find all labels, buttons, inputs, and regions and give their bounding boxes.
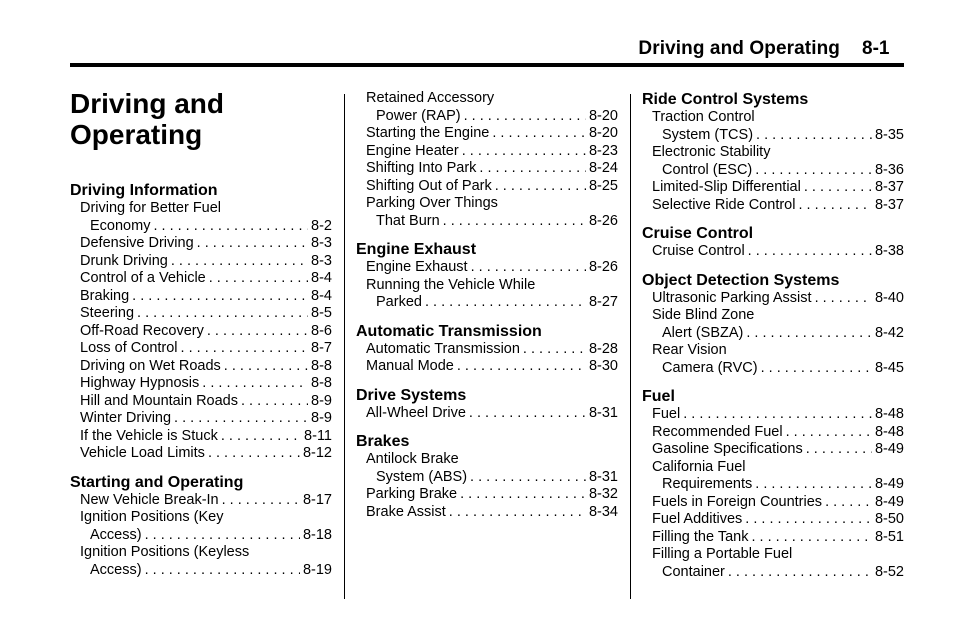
toc-entry-page-number: 8-42: [874, 324, 904, 341]
toc-entry[interactable]: [70, 253, 332, 271]
toc-entry[interactable]: [642, 179, 904, 197]
dot-leader: [425, 294, 586, 312]
dot-leader: [470, 469, 586, 487]
toc-entry[interactable]: [356, 195, 618, 230]
toc-entry[interactable]: [70, 200, 332, 235]
dot-leader: [751, 529, 872, 547]
toc-section-title: Fuel: [642, 388, 675, 405]
toc-entry-label: Alert (SBZA): [662, 324, 744, 341]
toc-section: [70, 181, 332, 463]
toc-entry-label: Economy: [90, 217, 151, 234]
toc-entry[interactable]: [70, 428, 332, 446]
toc-entry-page-number: 8-52: [874, 563, 904, 580]
toc-entry-label: New Vehicle Break-In: [80, 491, 219, 508]
toc-section: [356, 432, 618, 521]
toc-entry-page-number: 8-8: [311, 375, 332, 391]
toc-entry[interactable]: [356, 504, 618, 522]
toc-section: [356, 322, 618, 376]
dot-leader: [460, 486, 586, 504]
dot-leader: [815, 290, 872, 308]
toc-section-title: Drive Systems: [356, 386, 467, 404]
toc-entry-page-number: 8-27: [588, 294, 618, 310]
toc-entry-page-number: 8-11: [304, 427, 332, 444]
dot-leader: [786, 424, 872, 442]
toc-entry[interactable]: [70, 410, 332, 428]
toc-entry-label: Filling a Portable Fuel: [652, 546, 793, 562]
dot-leader: [495, 178, 586, 196]
toc-entry-list: [356, 405, 618, 423]
dot-leader: [221, 428, 301, 446]
toc-section-title: Brakes: [356, 433, 410, 450]
toc-entry-page-number: 8-8: [311, 357, 332, 374]
dot-leader: [479, 160, 586, 178]
toc-entry-label: Automatic Transmission: [366, 340, 520, 357]
toc-entry-page-number: 8-19: [302, 561, 332, 578]
toc-entry[interactable]: [356, 90, 618, 125]
dot-leader: [449, 504, 586, 522]
toc-entry-list: [70, 492, 332, 580]
toc-entry-label: Parked: [376, 294, 422, 310]
toc-section: [70, 473, 332, 580]
toc-entry-label: Manual Mode: [366, 358, 454, 374]
toc-entry-page-number: 8-35: [874, 126, 904, 143]
header-rule: [70, 63, 904, 67]
toc-entry-page-number: 8-25: [588, 177, 618, 194]
toc-entry[interactable]: [70, 509, 332, 544]
toc-entry-list: [356, 451, 618, 521]
dot-leader: [462, 143, 586, 161]
dot-leader: [756, 127, 872, 145]
toc-section: [356, 386, 618, 423]
toc-entry-label: Ignition Positions (Keyless: [80, 544, 250, 560]
dot-leader: [825, 494, 872, 512]
toc-entry[interactable]: [356, 125, 618, 143]
toc-entry-page-number: 8-31: [588, 468, 618, 485]
toc-entry-label: Power (RAP): [376, 107, 461, 124]
running-header-page-number: 8-1: [862, 38, 890, 59]
toc-entry[interactable]: [356, 160, 618, 178]
toc-entry-label: Steering: [80, 305, 135, 321]
toc-entry-page-number: 8-40: [874, 289, 904, 306]
dot-leader: [197, 235, 308, 253]
toc-entry-page-number: 8-5: [311, 305, 332, 321]
toc-entry-page-number: 8-51: [874, 528, 904, 545]
toc-entry-page-number: 8-20: [588, 107, 618, 124]
toc-entry[interactable]: [356, 341, 618, 359]
toc-entry[interactable]: [70, 358, 332, 376]
toc-entry-label: Selective Ride Control: [652, 196, 796, 213]
toc-entry[interactable]: [642, 109, 904, 144]
toc-entry-page-number: 8-12: [302, 445, 332, 461]
toc-entry-page-number: 8-23: [588, 142, 618, 159]
dot-leader: [171, 253, 308, 271]
toc-entry-list: [356, 341, 618, 376]
column-divider: [630, 94, 631, 599]
toc-entry-list: [642, 109, 904, 214]
toc-entry[interactable]: [642, 307, 904, 342]
toc-section: [356, 90, 618, 230]
toc-entry-list: [642, 243, 904, 261]
dot-leader: [443, 213, 586, 231]
toc-entry[interactable]: [642, 459, 904, 494]
toc-entry-page-number: 8-4: [311, 287, 332, 304]
toc-entry-page-number: 8-48: [874, 406, 904, 422]
toc-entry[interactable]: [70, 492, 332, 510]
toc-entry-label: Engine Exhaust: [366, 259, 468, 275]
toc-entry-page-number: 8-36: [874, 161, 904, 178]
dot-leader: [755, 162, 872, 180]
toc-section-title: Engine Exhaust: [356, 241, 477, 258]
toc-entry-label: Drunk Driving: [80, 252, 168, 269]
toc-entry-label: Driving for Better Fuel: [80, 200, 222, 216]
toc-entry[interactable]: [642, 342, 904, 377]
toc-entry-page-number: 8-49: [874, 476, 904, 492]
toc-entry-label: Filling the Tank: [652, 528, 749, 545]
toc-entry-label: Fuel: [652, 406, 681, 422]
toc-entry[interactable]: [70, 323, 332, 341]
toc-entry-label: Running the Vehicle While: [366, 276, 536, 293]
toc-entry-label: Control of a Vehicle: [80, 270, 206, 286]
toc-section: [642, 271, 904, 378]
toc-section: [356, 240, 618, 312]
dot-leader: [202, 375, 308, 393]
toc-entry-label: Ultrasonic Parking Assist: [652, 289, 812, 306]
toc-entry-label: System (TCS): [662, 126, 754, 143]
dot-leader: [798, 197, 872, 215]
toc-entry-page-number: 8-32: [588, 486, 618, 502]
toc-section-title: Cruise Control: [642, 225, 754, 242]
toc-entry-label: Highway Hypnosis: [80, 375, 200, 391]
toc-entry-page-number: 8-7: [311, 340, 332, 356]
dot-leader: [683, 406, 872, 424]
toc-entry-label: Cruise Control: [652, 243, 745, 259]
toc-entry-label: If the Vehicle is Stuck: [80, 427, 218, 444]
toc-entry-label: Loss of Control: [80, 340, 178, 356]
toc-entry-label: Engine Heater: [366, 142, 459, 159]
toc-entry-label: That Burn: [376, 212, 440, 229]
toc-section-title: Ride Control Systems: [642, 91, 809, 108]
toc-entry-page-number: 8-37: [874, 196, 904, 213]
dot-leader: [137, 305, 308, 323]
toc-entry[interactable]: [356, 259, 618, 277]
toc-entry-page-number: 8-24: [588, 160, 618, 176]
dot-leader: [464, 108, 586, 126]
toc-entry-page-number: 8-37: [874, 179, 904, 195]
toc-entry-list: [70, 200, 332, 463]
toc-entry[interactable]: [70, 340, 332, 358]
toc-entry-label: Container: [662, 563, 725, 580]
toc-entry[interactable]: [356, 451, 618, 486]
toc-entry[interactable]: [70, 235, 332, 253]
toc-entry-label: System (ABS): [376, 468, 468, 485]
toc-entry[interactable]: [642, 406, 904, 424]
toc-entry[interactable]: [356, 277, 618, 312]
toc-entry-page-number: 8-45: [874, 359, 904, 376]
toc-entry-page-number: 8-26: [588, 259, 618, 275]
dot-leader: [224, 358, 308, 376]
toc-entry-label: Ignition Positions (Key: [80, 509, 224, 525]
toc-entry-label: Parking Brake: [366, 486, 458, 502]
toc-entry[interactable]: [70, 375, 332, 393]
toc-entry-page-number: 8-34: [588, 503, 618, 520]
toc-entry-label: Shifting Into Park: [366, 160, 477, 176]
dot-leader: [761, 360, 872, 378]
toc-entry-label: Braking: [80, 287, 130, 304]
toc-section-title: Driving Information: [70, 182, 218, 199]
dot-leader: [181, 340, 309, 358]
toc-entry[interactable]: [70, 270, 332, 288]
toc-entry-label: Gasoline Specifications: [652, 441, 803, 457]
toc-entry-label: Requirements: [662, 476, 753, 492]
toc-entry-list: [356, 259, 618, 312]
dot-leader: [746, 325, 872, 343]
toc-entry-page-number: 8-28: [588, 340, 618, 357]
toc-entry-label: Traction Control: [652, 109, 755, 125]
dot-leader: [492, 125, 586, 143]
toc-entry-label: Driving on Wet Roads: [80, 357, 221, 374]
toc-entry-label: Electronic Stability: [652, 144, 771, 160]
toc-entry-label: Off-Road Recovery: [80, 322, 204, 339]
toc-entry[interactable]: [642, 511, 904, 529]
dot-leader: [806, 441, 872, 459]
toc-section: [642, 90, 904, 214]
dot-leader: [523, 341, 586, 359]
toc-entry[interactable]: [70, 288, 332, 306]
dot-leader: [469, 405, 586, 423]
toc-entry-label: Camera (RVC): [662, 359, 758, 376]
toc-section: [642, 387, 904, 581]
toc-entry-label: Fuels in Foreign Countries: [652, 493, 823, 510]
toc-entry-label: Access): [90, 561, 142, 578]
toc-entry-label: Winter Driving: [80, 410, 172, 426]
toc-entry-label: Parking Over Things: [366, 195, 498, 211]
dot-leader: [471, 259, 586, 277]
toc-entry-page-number: 8-20: [588, 125, 618, 141]
toc-entry-label: All-Wheel Drive: [366, 404, 466, 421]
toc-entry[interactable]: [642, 441, 904, 459]
toc-entry[interactable]: [642, 424, 904, 442]
toc-entry-label: Starting the Engine: [366, 125, 490, 141]
toc-entry[interactable]: [642, 546, 904, 581]
dot-leader: [457, 358, 586, 376]
dot-leader: [207, 323, 308, 341]
dot-leader: [145, 562, 300, 580]
toc-entry-page-number: 8-18: [302, 526, 332, 543]
toc-entry[interactable]: [642, 529, 904, 547]
toc-entry-page-number: 8-49: [874, 493, 904, 510]
toc-entry-page-number: 8-4: [311, 270, 332, 286]
dot-leader: [174, 410, 308, 428]
dot-leader: [208, 445, 300, 463]
toc-column-3: [642, 90, 904, 581]
toc-entry-label: Rear Vision: [652, 342, 727, 358]
toc-entry-page-number: 8-38: [874, 243, 904, 259]
toc-entry-label: Hill and Mountain Roads: [80, 392, 238, 409]
toc-entry-page-number: 8-26: [588, 212, 618, 229]
toc-entry-page-number: 8-9: [311, 392, 332, 409]
toc-entry-label: Vehicle Load Limits: [80, 445, 205, 461]
toc-entry[interactable]: [642, 197, 904, 215]
toc-section-title: Starting and Operating: [70, 473, 244, 491]
running-header-title: Driving and Operating: [638, 38, 840, 59]
dot-leader: [748, 243, 872, 261]
dot-leader: [728, 564, 872, 582]
toc-entry[interactable]: [70, 544, 332, 579]
toc-entry-label: Recommended Fuel: [652, 423, 783, 440]
toc-entry-page-number: 8-48: [874, 423, 904, 440]
dot-leader: [804, 179, 872, 197]
toc-entry-page-number: 8-49: [874, 441, 904, 457]
toc-entry-label: Brake Assist: [366, 503, 446, 520]
toc-entry[interactable]: [70, 393, 332, 411]
toc-entry-label: Defensive Driving: [80, 235, 194, 251]
toc-entry[interactable]: [356, 143, 618, 161]
toc-entry-page-number: 8-9: [311, 410, 332, 426]
toc-column-1: [70, 181, 332, 579]
toc-entry-list: [356, 90, 618, 230]
toc-entry-page-number: 8-3: [311, 252, 332, 269]
dot-leader: [755, 476, 872, 494]
toc-entry-label: Retained Accessory: [366, 90, 495, 106]
toc-entry[interactable]: [70, 445, 332, 463]
toc-entry-page-number: 8-3: [311, 235, 332, 251]
toc-entry[interactable]: [642, 243, 904, 261]
dot-leader: [132, 288, 308, 306]
dot-leader: [145, 527, 300, 545]
toc-entry[interactable]: [642, 144, 904, 179]
toc-entry[interactable]: [356, 178, 618, 196]
toc-entry-label: Access): [90, 526, 142, 543]
toc-entry-label: Shifting Out of Park: [366, 177, 492, 194]
toc-entry-label: Control (ESC): [662, 161, 753, 178]
dot-leader: [222, 492, 300, 510]
toc-entry-page-number: 8-50: [874, 511, 904, 527]
chapter-title: Driving and Operating: [70, 88, 225, 150]
toc-entry[interactable]: [356, 405, 618, 423]
toc-entry-label: Fuel Additives: [652, 511, 743, 527]
column-divider: [344, 94, 345, 599]
dot-leader: [209, 270, 308, 288]
toc-entry[interactable]: [642, 494, 904, 512]
toc-entry[interactable]: [356, 486, 618, 504]
toc-entry-list: [642, 290, 904, 378]
toc-entry-label: Limited-Slip Differential: [652, 179, 801, 195]
toc-entry-page-number: 8-2: [311, 217, 332, 234]
toc-entry-label: Side Blind Zone: [652, 307, 755, 323]
toc-entry-page-number: 8-30: [588, 358, 618, 374]
toc-entry-label: Antilock Brake: [366, 451, 459, 467]
dot-leader: [745, 511, 872, 529]
toc-entry-list: [642, 406, 904, 581]
toc-entry[interactable]: [356, 358, 618, 376]
toc-entry[interactable]: [70, 305, 332, 323]
dot-leader: [153, 218, 308, 236]
toc-section-title: Automatic Transmission: [356, 322, 542, 340]
dot-leader: [241, 393, 308, 411]
toc-entry[interactable]: [642, 290, 904, 308]
toc-section: [642, 224, 904, 261]
toc-section-title: Object Detection Systems: [642, 271, 840, 289]
toc-entry-label: California Fuel: [652, 458, 746, 475]
toc-entry-page-number: 8-31: [588, 404, 618, 421]
toc-column-2: [356, 90, 618, 521]
toc-entry-page-number: 8-6: [311, 322, 332, 339]
toc-entry-page-number: 8-17: [302, 491, 332, 508]
